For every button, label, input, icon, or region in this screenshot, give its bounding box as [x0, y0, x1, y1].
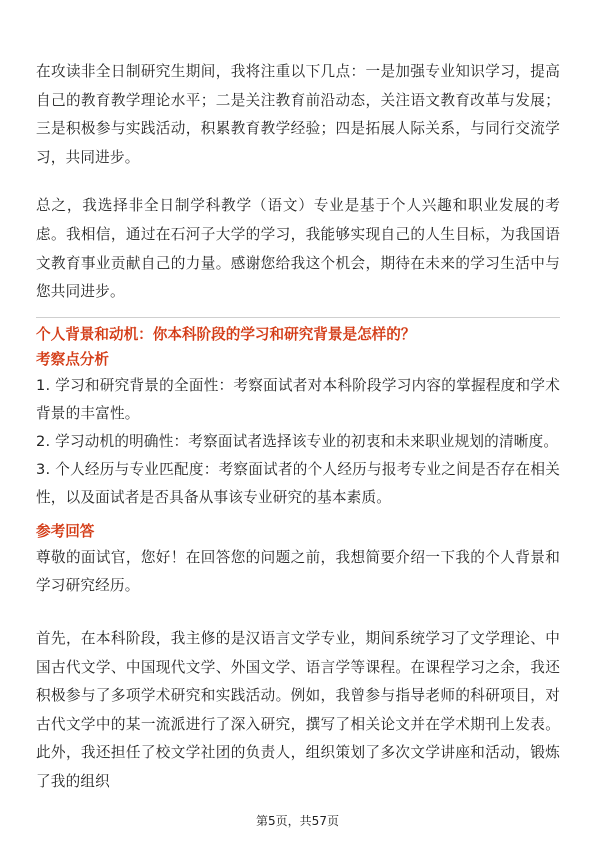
analysis-item: 3. 个人经历与专业匹配度：考察面试者的个人经历与报考专业之间是否存在相关性，以及面试者是否具备从事该专业研究的基本素质。 [36, 460, 560, 506]
analysis-heading: 考察点分析 [36, 350, 109, 368]
answer-paragraph-background: 首先，在本科阶段，我主修的是汉语言文学专业，期间系统学习了文学理论、中国古代文学、中国现代文学、外国文学、语言学等课程。在课程学习之余，我还积极参与了多项学术研究和实践活动。例如，我曾参与指导老师的科研项目，对古代文学中的某一流派进行了深入研究，撰写了相关论文并在学术期刊上发表。此外，我还担任了校文学社团的负责人，组织策划了多次文学讲座和活动，锻炼了我的组织 [36, 629, 560, 790]
analysis-item: 2. 学习动机的明确性：考察面试者选择该专业的初衷和未来职业规划的清晰度。 [36, 432, 559, 450]
section-divider [36, 317, 560, 318]
answer-paragraph-intro: 尊敬的面试官，您好！在回答您的问题之前，我想简要介绍一下我的个人背景和学习研究经历。 [36, 548, 560, 595]
answer-heading: 参考回答 [36, 522, 95, 540]
analysis-item: 1. 学习和研究背景的全面性：考察面试者对本科阶段学习内容的掌握程度和学术背景的丰富性。 [36, 376, 560, 422]
question-heading: 个人背景和动机：你本科阶段的学习和研究背景是怎样的？ [36, 325, 416, 343]
paragraph-study-plan: 在攻读非全日制研究生期间，我将注重以下几点：一是加强专业知识学习，提高自己的教育教学理论水平；二是关注教育前沿动态，关注语文教育改革与发展；三是积极参与实践活动，积累教育教学经验；四是拓展人际关系，与同行交流学习，共同进步。 [36, 63, 560, 166]
analysis-list [36, 372, 560, 512]
paragraph-conclusion: 总之，我选择非全日制学科教学（语文）专业是基于个人兴趣和职业发展的考虑。我相信，通过在石河子大学的学习，我能够实现自己的人生目标，为我国语文教育事业贡献自己的力量。感谢您给我这个机会，期待在未来的学习生活中与您共同进步。 [36, 197, 560, 301]
document-body [36, 58, 560, 797]
page-number: 第5页，共57页 [256, 814, 339, 828]
